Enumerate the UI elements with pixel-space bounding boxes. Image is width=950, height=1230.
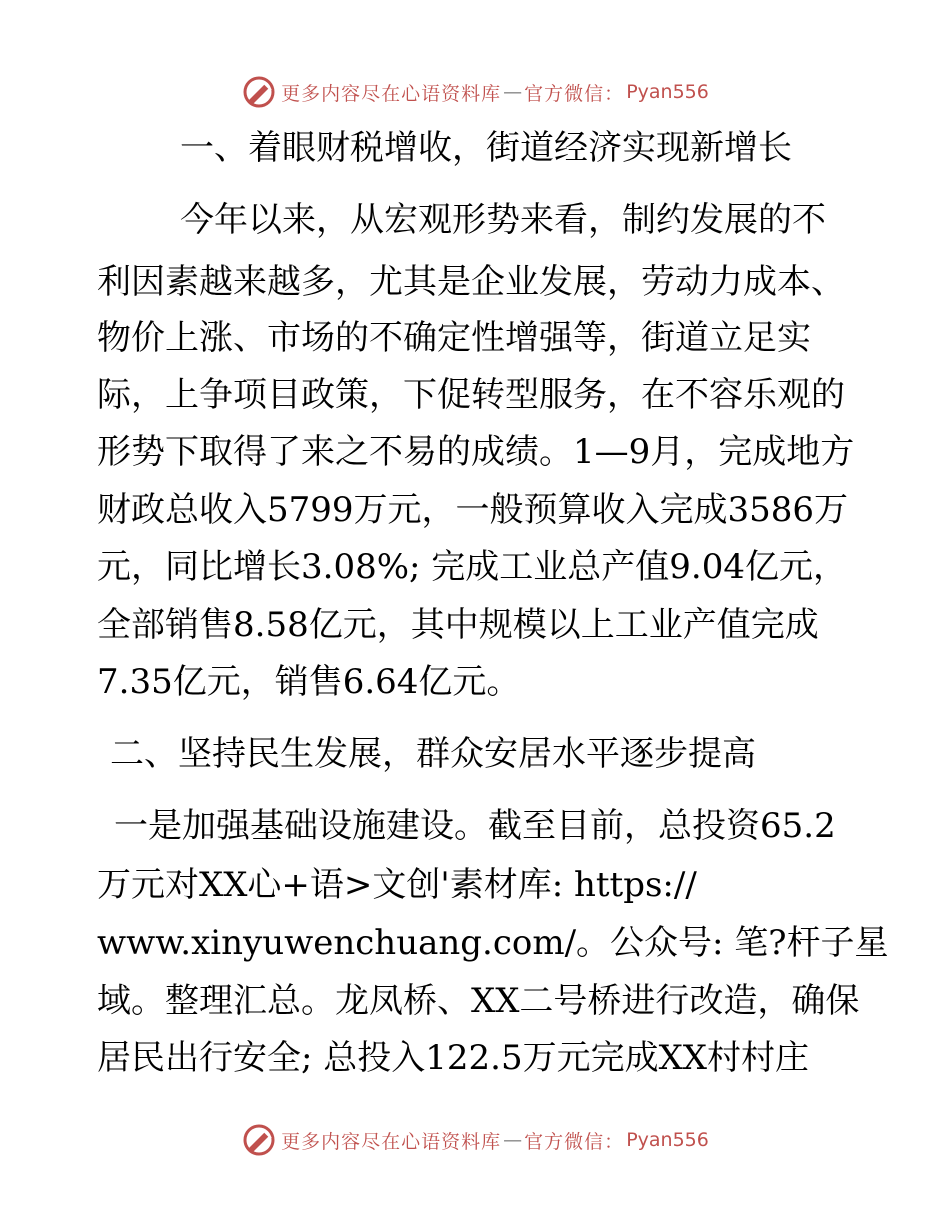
paragraph-line: 物价上涨、市场的不确定性增强等，街道立足实 — [97, 318, 811, 358]
banner-wechat-id: Pyan556 — [626, 1129, 709, 1151]
paragraph-line: 元，同比增长3.08%; 完成工业总产值9.04亿元， — [97, 547, 847, 587]
banner-wechat-id: Pyan556 — [626, 81, 709, 103]
banner-separator: — — [503, 81, 523, 103]
banner-brand-text: 更多内容尽在心语资料库 — [281, 1130, 502, 1153]
section-heading-2: 二、坚持民生发展，群众安居水平逐步提高 — [110, 734, 756, 774]
banner-brand-text: 更多内容尽在心语资料库 — [281, 82, 502, 105]
paragraph-line: 利因素越来越多，尤其是企业发展，劳动力成本、 — [97, 262, 845, 302]
paragraph-line: 万元对XX心+语>文创'素材库: https:// — [97, 865, 697, 905]
paragraph-line: 7.35亿元，销售6.64亿元。 — [97, 662, 521, 702]
pen-seal-icon — [241, 1122, 277, 1158]
pen-seal-icon — [241, 74, 277, 110]
paragraph-line: 域。整理汇总。龙凤桥、XX二号桥进行改造，确保 — [97, 981, 860, 1021]
paragraph-line: 全部销售8.58亿元，其中规模以上工业产值完成 — [97, 605, 819, 645]
header-watermark-banner — [0, 72, 950, 112]
paragraph-line: 形势下取得了来之不易的成绩。1—9月，完成地方 — [97, 432, 855, 472]
section-heading-1: 一、着眼财税增收，街道经济实现新增长 — [180, 128, 792, 168]
paragraph-line: 际，上争项目政策，下促转型服务，在不容乐观的 — [97, 375, 845, 415]
banner-separator: — — [503, 1129, 523, 1151]
paragraph-line: 财政总收入5799万元，一般预算收入完成3586万 — [97, 490, 849, 530]
banner-official-label: 官方微信： — [524, 1130, 625, 1153]
paragraph-line: 今年以来，从宏观形势来看，制约发展的不 — [180, 200, 826, 240]
footer-watermark-banner — [0, 1120, 950, 1160]
paragraph-line: 一是加强基础设施建设。截至目前，总投资65.2 — [114, 806, 836, 846]
paragraph-line: www.xinyuwenchuang.com/。公众号: 笔?杆子星 — [97, 923, 889, 963]
banner-official-label: 官方微信： — [524, 82, 625, 105]
paragraph-line: 居民出行安全; 总投入122.5万元完成XX村村庄 — [97, 1038, 810, 1078]
